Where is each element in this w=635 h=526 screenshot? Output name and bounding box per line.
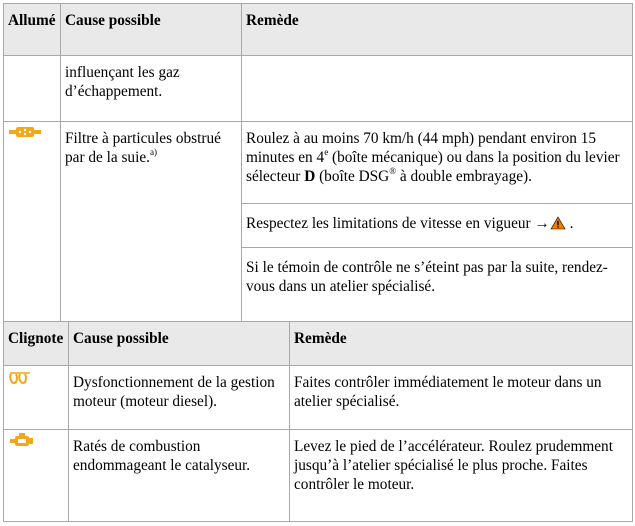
cause-text: influençant les gaz d’échappement. bbox=[65, 64, 180, 100]
cause-text: Dysfonctionnement de la gestion moteur (moteur diesel). bbox=[73, 374, 275, 410]
cross-reference-arrow: → bbox=[534, 215, 550, 232]
engine-check-icon bbox=[8, 432, 36, 455]
remedy-part: Roulez à au moins 70 km/h (44 mph) pendant environ 15 minutes en 4 bbox=[246, 130, 597, 166]
table-row bbox=[4, 122, 633, 204]
gear-position-d: D bbox=[304, 168, 316, 185]
table-row bbox=[4, 430, 633, 522]
remedy-part: (boîte mécanique) ou dans la position du levier sélecteur bbox=[246, 149, 620, 185]
header-flashing: Clignote bbox=[8, 330, 64, 347]
cause-text: Ratés de combustion endommageant le catalyseur. bbox=[73, 438, 251, 474]
ordinal-sup: e bbox=[324, 146, 329, 157]
lit-indicator-table bbox=[3, 3, 633, 322]
remedy-part: à double embrayage). bbox=[396, 168, 532, 185]
remedy-text: Faites contrôler immédiatement le moteur dans un atelier spécialisé. bbox=[294, 374, 602, 410]
cause-text bbox=[61, 122, 241, 173]
warning-light-table-page bbox=[3, 3, 632, 523]
diesel-particulate-filter-icon bbox=[8, 124, 42, 145]
remedy-text bbox=[242, 122, 632, 192]
header-lit: Allumé bbox=[8, 12, 56, 29]
registered-mark: ® bbox=[389, 165, 397, 176]
remedy-text: Si le témoin de contrôle ne s’éteint pas par la suite, rendez-vous dans un atelier spécialisé. bbox=[246, 259, 608, 295]
header-cause: Cause possible bbox=[65, 12, 161, 29]
remedy-text bbox=[242, 204, 632, 241]
header-cause: Cause possible bbox=[73, 330, 169, 347]
table-row bbox=[4, 56, 633, 122]
remedy-part: (boîte DSG bbox=[315, 168, 390, 185]
flashing-indicator-table bbox=[3, 321, 633, 522]
table-header-row bbox=[4, 4, 633, 56]
remedy-text bbox=[242, 56, 632, 69]
remedy-period: . bbox=[569, 215, 574, 232]
remedy-text: Levez le pied de l’accélérateur. Roulez prudemment jusqu’à l’atelier spécialisé le plus proche. Faites contrôler le moteur. bbox=[294, 438, 613, 493]
remedy-speed-limits: Respectez les limitations de vitesse en vigueur bbox=[246, 215, 531, 232]
header-remedy: Remède bbox=[294, 330, 347, 347]
table-row bbox=[4, 366, 633, 430]
table-header-row bbox=[4, 322, 633, 366]
warning-triangle-icon bbox=[550, 216, 566, 235]
header-remedy: Remède bbox=[246, 12, 299, 29]
glow-plug-icon bbox=[8, 370, 32, 391]
footnote-mark: a) bbox=[149, 146, 157, 157]
cause-main: Filtre à particules obstrué par de la suie. bbox=[65, 130, 221, 166]
